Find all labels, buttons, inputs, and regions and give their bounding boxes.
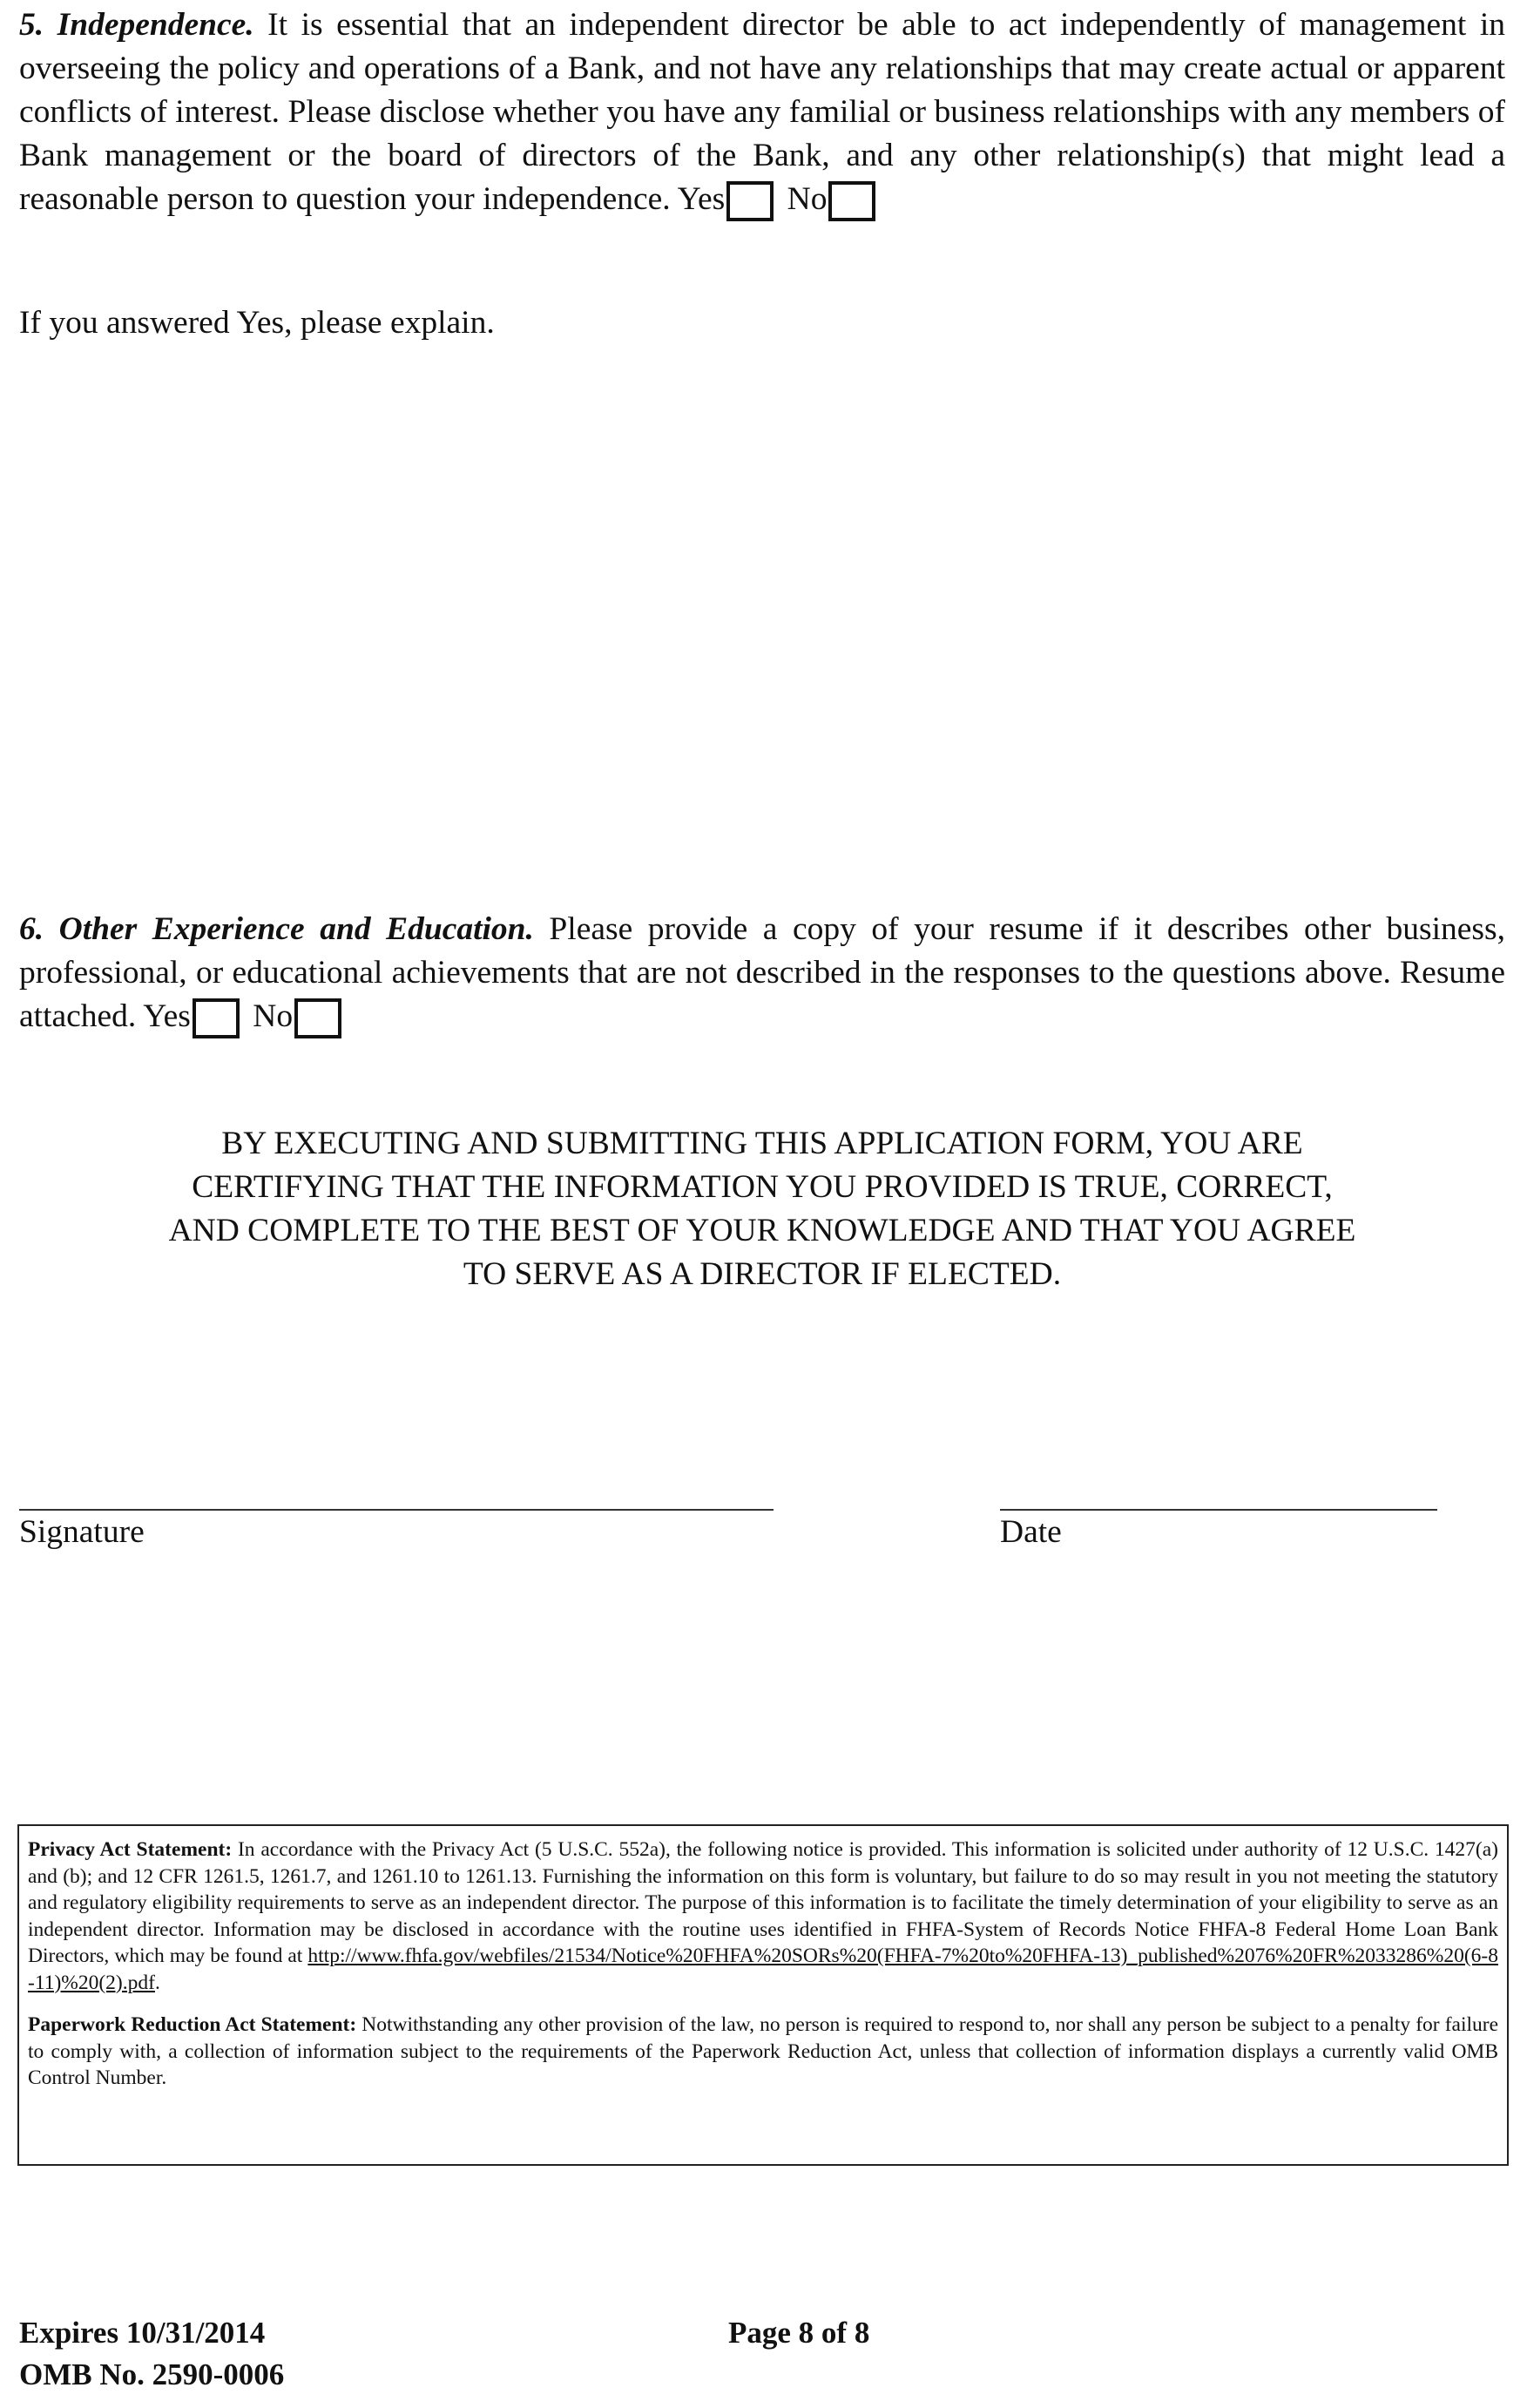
section-6-yes-label: Yes — [143, 998, 191, 1034]
privacy-sorn-link[interactable]: http://www.fhfa.gov/webfiles/21534/Notice%20FHFA%20SORs%20(FHFA-7%20to%20FHFA-13)_published%2076%20FR%2033286%20(6-8-11)%20(2).pdf — [28, 1945, 1499, 1994]
section-5-heading: 5. Independence. — [19, 7, 254, 43]
section-5-yes-label: Yes — [677, 181, 726, 217]
date-label: Date — [1000, 1514, 1062, 1550]
signature-line[interactable] — [19, 1509, 774, 1511]
section-6-experience — [19, 908, 1505, 1038]
privacy-act-box — [17, 1824, 1509, 2166]
section-6-text: Please provide a copy of your resume if it describes other business, professional, or educational achievements that are not described in the responses to the questions above. Resume attached. — [19, 911, 1505, 1034]
certification-line-2: CERTIFYING THAT THE INFORMATION YOU PROVIDED IS TRUE, CORRECT, — [192, 1169, 1333, 1205]
footer-expires: Expires 10/31/2014 — [19, 2316, 266, 2350]
certification-statement — [19, 1122, 1505, 1296]
paperwork-reduction-statement — [28, 2012, 1498, 2092]
privacy-act-text: In accordance with the Privacy Act (5 U.S.C. 552a), the following notice is provided. This information is solicited under authority of 12 U.S.C. 1427(a) and (b); and 12 CFR 1261.5, 1261.7, and 1261.10 to 1261.13. Furnishing the information on this form is voluntary, but failure to do so may result in you not meeting the statutory and regulatory eligibility requirements to serve as an independent director. The purpose of this information is to facilitate the timely determination of your eligibility to serve as an independent director. Information may be disclosed in accordance with the routine uses identified in FHFA-System of Records Notice FHFA-8 Federal Home Loan Bank Directors, which may be found at — [28, 1838, 1499, 1967]
section-6-no-label: No — [253, 998, 294, 1034]
paperwork-reduction-text: Notwithstanding any other provision of the law, no person is required to respond to, nor shall any person be subject to a penalty for failure to comply with, a collection of information subject to the requirements of the Paperwork Reduction Act, unless that collection of information displays a currently valid OMB Control Number. — [28, 2013, 1499, 2089]
section-5-independence — [19, 3, 1505, 221]
footer-omb-number: OMB No. 2590-0006 — [19, 2357, 285, 2391]
section-5-no-label: No — [787, 181, 828, 217]
certification-line-4: TO SERVE AS A DIRECTOR IF ELECTED. — [463, 1256, 1062, 1292]
footer-page-number: Page 8 of 8 — [728, 2316, 870, 2350]
certification-line-3: AND COMPLETE TO THE BEST OF YOUR KNOWLEDGE AND THAT YOU AGREE — [168, 1213, 1356, 1248]
privacy-act-label: Privacy Act Statement: — [28, 1838, 233, 1861]
privacy-link-suffix: . — [154, 1971, 160, 1994]
date-line[interactable] — [1000, 1509, 1437, 1511]
paperwork-reduction-label: Paperwork Reduction Act Statement: — [28, 2013, 357, 2036]
section-5-yes-checkbox[interactable] — [726, 181, 774, 221]
section-5-no-checkbox[interactable] — [828, 181, 875, 221]
section-5-followup: If you answered Yes, please explain. — [19, 305, 495, 341]
section-6-no-checkbox[interactable] — [294, 998, 341, 1038]
privacy-act-statement — [28, 1836, 1498, 1996]
section-5-explanation-area[interactable] — [19, 357, 1505, 889]
section-5-text: It is essential that an independent director be able to act independently of management in overseeing the policy and operations of a Bank, and not have any relationships that may create actual or apparent conflicts of interest. Please disclose whether you have any familial or business relationships with any members of Bank management or the board of directors of the Bank, and any other relationship(s) that might lead a reasonable person to question your independence. — [19, 7, 1506, 217]
certification-line-1: BY EXECUTING AND SUBMITTING THIS APPLICATION FORM, YOU ARE — [221, 1126, 1303, 1161]
section-6-yes-checkbox[interactable] — [193, 998, 240, 1038]
signature-label: Signature — [19, 1514, 145, 1550]
section-6-heading: 6. Other Experience and Education. — [19, 911, 534, 947]
